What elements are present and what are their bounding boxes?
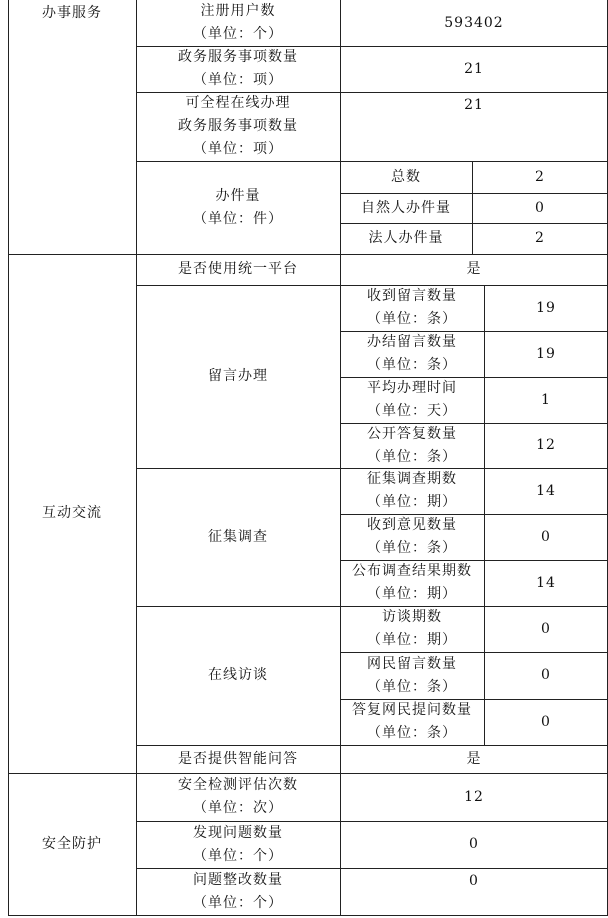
row-value: [340, 821, 608, 868]
row-label-text: 留言办理: [208, 368, 268, 384]
row-value-text: 是: [466, 261, 482, 277]
sub-value: [484, 468, 608, 514]
row-label-text: 政务服务事项数量: [178, 49, 298, 65]
sub-value-text: 0: [541, 713, 551, 730]
sub-value: [484, 699, 608, 745]
sub-label: [340, 699, 484, 745]
sub-label: [340, 514, 484, 560]
row-value: [340, 46, 608, 92]
row-value-text: 0: [469, 873, 479, 889]
sub-label-text: 自然人办件量: [361, 199, 451, 216]
row-value: [340, 868, 608, 916]
section-name-1-text: 互动交流: [42, 505, 102, 521]
sub-label: [340, 423, 484, 468]
sub-value: [484, 285, 608, 331]
row-label: [136, 606, 340, 745]
row-value-text: 0: [469, 836, 479, 852]
row-label: [136, 254, 340, 285]
sub-label-text: 访谈期数: [382, 609, 442, 625]
row-value: [340, 745, 608, 773]
sub-value: [484, 560, 608, 606]
sub-value-text: 19: [536, 345, 556, 362]
row-label-text: 发现问题数量: [193, 824, 283, 841]
sub-value: [472, 161, 608, 193]
row-label: [136, 46, 340, 92]
row-value-text: 是: [466, 750, 482, 767]
sub-value-text: 14: [536, 574, 556, 591]
row-label: [136, 468, 340, 606]
row-label-text: 办件量: [215, 187, 261, 204]
row-label-text: （单位：项）: [193, 141, 283, 157]
row-label-text: （单位：个）: [193, 847, 283, 864]
sub-label-text: 法人办件量: [368, 230, 444, 246]
row-label: [136, 285, 340, 468]
sub-value: [484, 606, 608, 652]
sub-label-text: 总数: [391, 168, 421, 185]
sub-label-text: 平均办理时间: [367, 380, 457, 396]
sub-value-text: 1: [541, 391, 551, 408]
row-label-text: 政务服务事项数量: [178, 118, 298, 134]
row-label-text: 征集调查: [208, 528, 268, 545]
sub-value-text: 19: [536, 299, 556, 316]
sub-label-text: （单位：条）: [367, 540, 457, 556]
row-label: [136, 773, 340, 821]
sub-value: [484, 514, 608, 560]
sub-label-text: 公布调查结果期数: [352, 563, 472, 579]
row-label-text: 是否提供智能问答: [178, 750, 298, 767]
row-label: [136, 92, 340, 161]
row-label-text: 是否使用统一平台: [178, 261, 298, 277]
sub-label: [340, 652, 484, 699]
row-label: [136, 745, 340, 773]
row-value: [340, 773, 608, 821]
row-label: [136, 821, 340, 868]
sub-value-text: 2: [535, 230, 545, 246]
section-name-0-text: 办事服务: [42, 5, 102, 21]
sub-label-text: （单位：期）: [367, 586, 457, 602]
sub-value-text: 2: [535, 168, 545, 185]
sub-value-text: 12: [536, 437, 556, 453]
sub-label: [340, 193, 472, 223]
sub-label-text: （单位：期）: [367, 632, 457, 648]
row-label-text: 注册用户数: [200, 3, 276, 19]
section-name-0: [8, 0, 136, 254]
sub-value-text: 0: [541, 667, 551, 683]
sub-value: [484, 331, 608, 377]
row-value: [340, 254, 608, 285]
sub-label-text: （单位：条）: [367, 725, 457, 741]
row-label-text: 安全检测评估次数: [178, 777, 298, 793]
row-label-text: （单位：个）: [193, 26, 283, 42]
sub-value: [484, 377, 608, 423]
sub-label: [340, 560, 484, 606]
row-label: [136, 0, 340, 46]
sub-label-text: 网民留言数量: [367, 655, 457, 672]
sub-label-text: （单位：条）: [367, 357, 457, 373]
row-value-text: 593402: [444, 14, 504, 31]
sub-value: [484, 423, 608, 468]
sub-label-text: （单位：条）: [367, 448, 457, 465]
sub-label-text: 征集调查期数: [367, 471, 457, 487]
row-label-text: 问题整改数量: [193, 872, 283, 888]
sub-label-text: （单位：天）: [367, 403, 457, 419]
row-label: [136, 868, 340, 916]
row-label: [136, 161, 340, 254]
row-label-text: 在线访谈: [208, 667, 268, 683]
row-value: [340, 0, 608, 46]
row-label-text: （单位：件）: [193, 210, 283, 227]
sub-value-text: 0: [535, 199, 545, 216]
sub-value-text: 0: [541, 528, 551, 545]
row-label-text: （单位：个）: [193, 895, 283, 911]
section-name-1: [8, 254, 136, 773]
sub-value-text: 0: [541, 620, 551, 637]
sub-label-text: 收到意见数量: [367, 517, 457, 533]
sub-value: [484, 652, 608, 699]
row-value-text: 12: [464, 788, 484, 805]
sub-label-text: （单位：条）: [367, 311, 457, 327]
row-label-text: （单位：项）: [193, 72, 283, 88]
sub-label-text: 答复网民提问数量: [352, 702, 472, 718]
row-value-text: 21: [464, 60, 484, 77]
row-value: [340, 92, 608, 161]
sub-label: [340, 331, 484, 377]
sub-label: [340, 223, 472, 254]
sub-label: [340, 285, 484, 331]
sub-label-text: （单位：期）: [367, 494, 457, 510]
row-value-text: 21: [464, 97, 484, 113]
sub-label-text: 收到留言数量: [367, 288, 457, 304]
row-label-text: （单位：次）: [193, 800, 283, 816]
sub-label-text: 公开答复数量: [367, 425, 457, 442]
sub-label-text: 办结留言数量: [367, 334, 457, 350]
sub-label-text: （单位：条）: [367, 678, 457, 695]
sub-value: [472, 193, 608, 223]
sub-label: [340, 377, 484, 423]
section-name-2: [8, 773, 136, 916]
sub-value-text: 14: [536, 482, 556, 499]
sub-label: [340, 468, 484, 514]
row-label-text: 可全程在线办理: [185, 95, 291, 111]
section-name-2-text: 安全防护: [42, 836, 102, 852]
sub-value: [472, 223, 608, 254]
sub-label: [340, 161, 472, 193]
sub-label: [340, 606, 484, 652]
